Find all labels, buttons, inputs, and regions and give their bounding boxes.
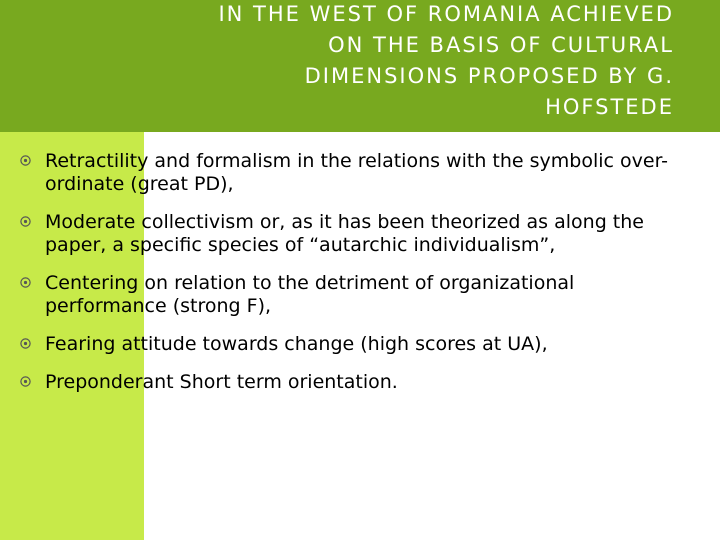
bullet-text: Retractility and formalism in the relations with the symbolic over-ordinate (great PD), [45,150,669,195]
title-line: ON THE BASIS OF CULTURAL [328,33,674,57]
circle-target-icon [20,338,31,349]
circle-target-icon [20,155,31,166]
bullet-text: Preponderant Short term orientation. [45,371,398,393]
bullet-item [0,272,720,318]
bullet-text: Fearing attitude towards change (high scores at UA), [45,333,548,355]
bullet-item [0,371,720,394]
bullet-item [0,333,720,356]
bullet-text: Centering on relation to the detriment of organizational performance (strong F), [45,272,575,317]
circle-target-icon [20,376,31,387]
circle-target-icon [20,216,31,227]
bullet-item [0,150,720,196]
title-line: IN THE WEST OF ROMANIA ACHIEVED [218,2,674,26]
circle-target-icon [20,277,31,288]
title-band [0,0,720,132]
bullet-item [0,211,720,257]
bullet-list [0,150,720,409]
slide-title [96,0,674,123]
title-line: DIMENSIONS PROPOSED BY G. [304,64,674,88]
title-line: HOFSTEDE [545,95,674,119]
bullet-text: Moderate collectivism or, as it has been theorized as along the paper, a specific species of “autarchic individualism”, [45,211,644,256]
